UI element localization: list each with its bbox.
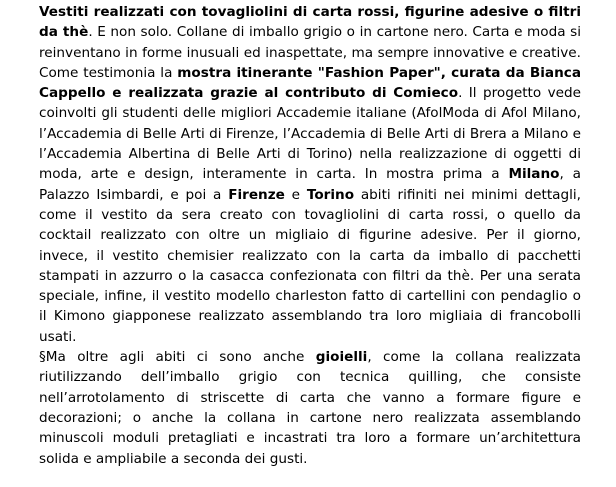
lead-headline: Vestiti realizzati con tovagliolini di carta rossi, figurine adesive o filtri da thè: [39, 4, 581, 41]
jewelry-highlight: gioielli: [315, 349, 368, 366]
text-run: e: [284, 186, 307, 203]
article-paragraph-2: [39, 347, 581, 469]
text-run: , a Palazzo Isimbardi, e poi a: [39, 166, 581, 203]
exhibition-highlight: mostra itinerante "Fashion Paper", curata da Bianca Cappello e realizzata grazie al contributo di Comieco: [39, 64, 581, 102]
text-run: abiti rifiniti nei minimi dettagli, come il vestito da sera creato con tovagliolini di carta rossi, o quello da cocktail realizzato con oltre un migliaio di figurine adesive. Per il giorno, invece, il vestito chemisier realizzato con la carta da imballo di pacchetti stampati in azzurro o la casacca confezionata con filtri da thè. Per una serata speciale, infine, il vestito modello charleston fatto di cartellini con pendaglio o il Kimono giapponese realizzato assemblando tra loro migliaia di francobolli usati.: [39, 186, 582, 345]
text-run: . E non solo. Collane di imballo grigio o in cartone nero. Carta e moda si reinventano in forme inusuali ed inaspettate, ma sempre innovative e creative. Come testimonia la: [39, 24, 581, 81]
text-run: . Il progetto vede coinvolti gli studenti delle migliori Accademie italiane (AfolModa di Afol Milano, l’Accademia di Belle Arti di Firenze, l’Accademia di Belle Arti di Brera a Milano e l’Accademia Albertina di Belle Arti di Torino) nella realizzazione di oggetti di moda, arte e design, interamente in carta. In mostra prima a: [39, 85, 581, 183]
city-firenze: Firenze: [228, 186, 285, 203]
city-torino: Torino: [306, 186, 355, 203]
article-body: [39, 2, 581, 469]
city-milano: Milano: [508, 166, 560, 183]
text-run: , come la collana realizzata riutilizzando dell’imballo grigio con tecnica quilling, che consiste nell’arrotolamento di striscette di carta che vanno a formare figure e decorazioni; o anche la collana in cartone nero realizzata assemblando minuscoli moduli pretagliati e incastrati tra loro a formare un’architettura solida e ampliabile a seconda dei gusti.: [39, 349, 581, 467]
article-paragraph-1: [39, 2, 581, 347]
text-run: §Ma oltre agli abiti ci sono anche: [39, 349, 316, 366]
